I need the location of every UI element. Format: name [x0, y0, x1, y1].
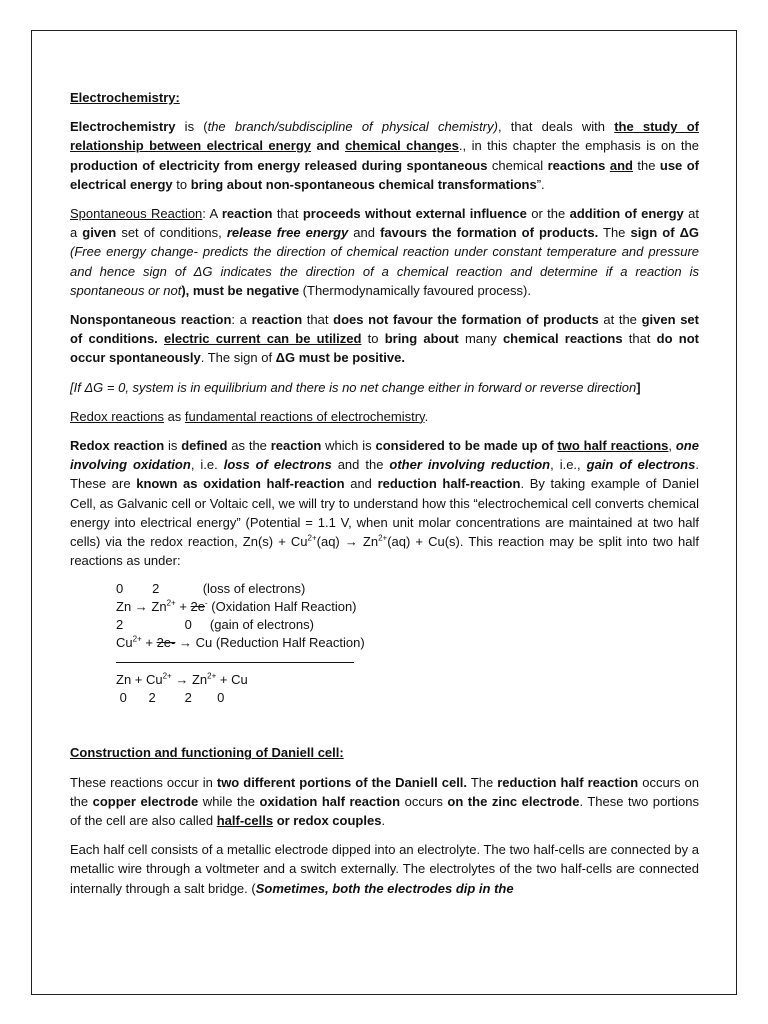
text-run: as the	[227, 438, 271, 454]
text-run: half-cells	[216, 813, 274, 829]
text-run: 2+	[166, 599, 176, 609]
text-run: , i.e.,	[550, 457, 587, 473]
overall-reaction	[116, 671, 699, 689]
text-run: 2+	[307, 533, 317, 543]
text-run: Spontaneous Reaction	[70, 206, 203, 222]
heading-daniell-cell: Construction and functioning of Daniell cell:	[70, 745, 344, 761]
text-run: release free energy	[226, 225, 349, 241]
text-run: is (	[175, 119, 208, 135]
text-run: bring about non-spontaneous chemical transformations	[190, 176, 537, 192]
text-run: Nonspontaneous reaction	[70, 312, 232, 328]
text-run: ), must be negative	[181, 282, 300, 298]
text-run: electric current can be utilized	[164, 331, 362, 347]
spacer	[70, 725, 699, 743]
text-run: given	[82, 225, 117, 241]
text-run: occurs on the	[70, 774, 699, 809]
text-run: → Zn	[171, 672, 208, 688]
text-run: Zn + Cu	[116, 672, 163, 688]
oxidation-states-line-2: 2 0 (gain of electrons)	[116, 617, 314, 633]
text-run: at a	[70, 206, 699, 241]
paragraph-nonspontaneous-reaction	[70, 310, 699, 368]
text-run: while the	[198, 793, 260, 809]
text-run: on the zinc electrode	[447, 793, 580, 809]
text-run: as	[163, 408, 185, 424]
text-run: defined	[181, 438, 228, 454]
text-run: , i.e.	[190, 457, 224, 473]
text-run: the branch/subdiscipline of physical chemistry)	[207, 119, 498, 135]
text-run: . By taking example of Daniel Cell, as Galvanic cell or Voltaic cell, we will try to understand how this “electrochemical cell converts chemical energy into electrical energy” (Potential = 1.1 V, when unit molar concentrations are maintained at two half cells) via the redox reaction, Zn(s) + Cu	[70, 476, 699, 550]
oxidation-half-reaction	[116, 598, 699, 616]
text-run: use of electrical energy	[70, 157, 699, 192]
text-run: +	[141, 635, 157, 651]
text-run: other involving reduction	[389, 457, 551, 473]
text-run: (Free energy change- predicts the direction of chemical reaction under constant temperature and pressure and hence sign of ΔG indicates the direction of a chemical reaction and determine if a reaction is spontaneous or not	[70, 244, 699, 298]
text-run: does not favour the formation of products	[333, 312, 599, 328]
text-run: oxidation half reaction	[259, 793, 401, 809]
text-run: loss of electrons	[223, 457, 332, 473]
text-run: chemical	[487, 157, 548, 173]
text-run: is	[164, 438, 182, 454]
text-run: production of electricity from energy released during spontaneous	[70, 157, 488, 173]
text-run: that	[622, 331, 657, 347]
text-run: The	[467, 774, 498, 790]
text-run: the study of relationship between electrical energy	[70, 119, 699, 154]
half-reactions-block	[116, 580, 699, 707]
text-run: .	[381, 813, 386, 829]
text-run: ”.	[536, 176, 545, 192]
reduction-half-reaction	[116, 634, 699, 652]
text-run: 2e	[190, 599, 205, 615]
text-run: that	[302, 312, 334, 328]
text-run: : a	[231, 312, 252, 328]
text-run: proceeds without external influence	[302, 206, 527, 222]
text-run: Cu	[116, 635, 133, 651]
text-run: known as oxidation half-reaction	[136, 476, 345, 492]
text-run: and	[344, 476, 378, 492]
text-run: reaction	[270, 438, 322, 454]
text-run: copper electrode	[92, 793, 199, 809]
text-run: do not occur spontaneously	[70, 331, 699, 366]
text-run: that	[272, 206, 303, 222]
spacer	[70, 707, 699, 725]
sum-divider	[116, 652, 354, 663]
text-run: . These are	[70, 457, 699, 492]
heading-electrochemistry: Electrochemistry:	[70, 90, 180, 105]
document-body	[70, 88, 699, 908]
oxidation-states-line-3: 0 2 2 0	[116, 690, 225, 706]
text-run: considered to be made up of	[375, 438, 554, 454]
text-run: +	[175, 599, 191, 615]
paragraph-redox-heading	[70, 407, 699, 426]
text-run: favours the formation of products.	[380, 225, 599, 241]
text-run: Each half cell consists of a metallic electrode dipped into an electrolyte. The two half-cells are connected by a metallic wire through a voltmeter and a switch externally. The electrolytes of the two half-cells are connected internally through a salt bridge. (	[70, 842, 699, 896]
text-run: at the	[598, 312, 642, 328]
text-run: two half reactions	[557, 438, 669, 454]
text-run: and	[316, 138, 340, 154]
text-run: . These two portions of the cell are also called	[70, 793, 700, 829]
text-run: ]	[636, 379, 641, 395]
text-run: ΔG must be positive.	[275, 350, 405, 366]
text-run: sign of ΔG	[630, 225, 700, 241]
text-run: fundamental reactions of electrochemistry	[184, 408, 425, 424]
text-run: many	[458, 331, 503, 347]
text-run: ., in this chapter the emphasis is on the	[458, 138, 700, 154]
text-run: , that deals with	[497, 119, 615, 135]
paragraph-half-cells	[70, 773, 699, 831]
text-run: . The sign of	[200, 350, 276, 366]
text-run: (aq) → Zn	[316, 534, 379, 550]
text-run: gain of electrons	[586, 457, 696, 473]
document-page	[31, 30, 737, 995]
text-run: Zn → Zn	[116, 599, 167, 615]
paragraph-half-cell-construction	[70, 840, 699, 898]
text-run: chemical changes	[345, 138, 459, 154]
text-run: reaction	[251, 312, 303, 328]
text-run: given set of conditions.	[70, 312, 699, 347]
text-run: the	[632, 157, 660, 173]
text-run: to	[361, 331, 385, 347]
text-run: and the	[331, 457, 390, 473]
text-run: 2+	[132, 635, 142, 645]
text-run: 2+	[378, 533, 388, 543]
text-run: 2+	[207, 672, 217, 682]
text-run: set of conditions,	[116, 225, 227, 241]
text-run: The	[598, 225, 631, 241]
text-run: reduction half reaction	[497, 774, 639, 790]
text-run: reaction	[221, 206, 273, 222]
text-run: two different portions of the Daniell cell.	[216, 774, 468, 790]
text-run: These reactions occur in	[70, 774, 217, 790]
text-run: one involving oxidation	[70, 438, 699, 473]
text-run: .	[424, 408, 429, 424]
text-run: [If ΔG = 0, system is in equilibrium and there is no net change either in forward or reverse direction	[70, 379, 637, 395]
text-run: -	[205, 599, 208, 609]
text-run: Redox reaction	[70, 438, 165, 454]
text-run: → Cu (Reduction Half Reaction)	[175, 635, 365, 651]
paragraph-redox-reaction	[70, 436, 699, 570]
text-run: ,	[668, 438, 676, 454]
text-run: addition of energy	[569, 206, 684, 222]
text-run: to	[172, 176, 191, 192]
text-run: (Oxidation Half Reaction)	[207, 599, 357, 615]
text-run: or redox couples	[276, 813, 382, 829]
text-run: bring about	[384, 331, 459, 347]
text-run: 2e-	[156, 635, 176, 651]
text-run: occurs	[400, 793, 448, 809]
text-run: 2+	[162, 672, 172, 682]
text-run: (aq) + Cu(s). This reaction may be split into two half reactions as under:	[70, 534, 699, 569]
text-run: which is	[321, 438, 376, 454]
paragraph-definition	[70, 117, 699, 194]
text-run: : A	[202, 206, 222, 222]
text-run: Electrochemistry	[70, 119, 176, 135]
oxidation-states-line-1: 0 2 (loss of electrons)	[116, 581, 306, 597]
text-run: chemical reactions	[502, 331, 623, 347]
text-run: reduction half-reaction	[377, 476, 521, 492]
text-run: Redox reactions	[70, 408, 164, 424]
text-run: and	[609, 157, 633, 173]
text-run: (Thermodynamically favoured process).	[299, 282, 531, 298]
text-run: Sometimes, both the electrodes dip in the	[255, 880, 514, 896]
text-run: or the	[526, 206, 570, 222]
paragraph-equilibrium-note	[70, 378, 699, 397]
text-run: reactions	[547, 157, 606, 173]
text-run: + Cu	[216, 672, 248, 688]
paragraph-spontaneous-reaction	[70, 204, 699, 300]
text-run: and	[348, 225, 381, 241]
